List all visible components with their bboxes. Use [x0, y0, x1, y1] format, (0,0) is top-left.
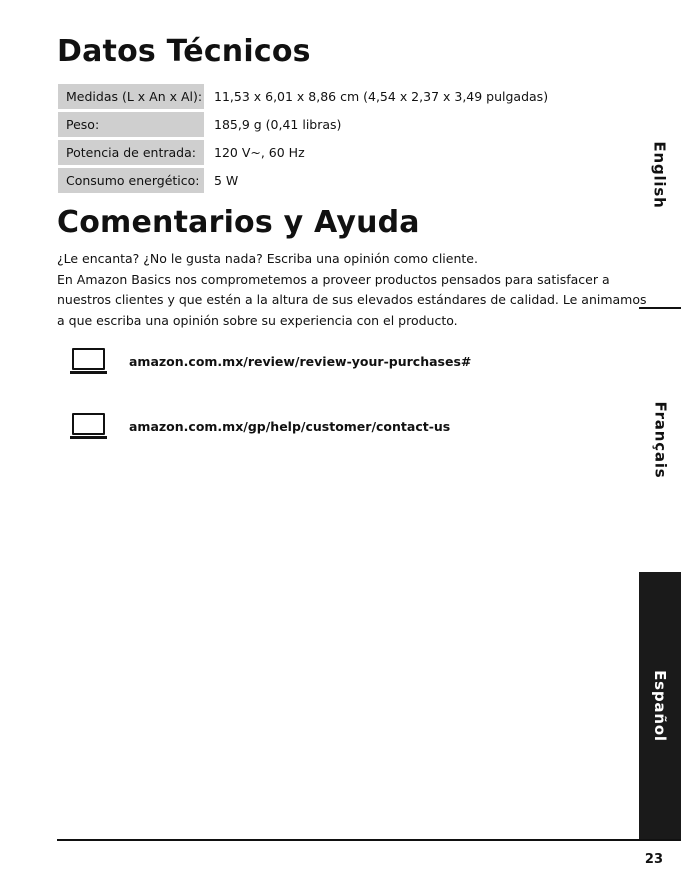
specs-table: [58, 84, 548, 196]
review-link-row[interactable]: [70, 348, 471, 375]
paragraph-line: a que escriba una opinión sobre su experiencia con el producto.: [57, 312, 458, 328]
tab-francais[interactable]: [639, 380, 681, 500]
spec-row: [58, 140, 548, 165]
spec-value: 185,9 g (0,41 libras): [214, 117, 342, 132]
section-title-technical-data: Datos Técnicos: [57, 34, 311, 69]
spec-value: 120 V~, 60 Hz: [214, 145, 305, 160]
spec-label: Consumo energético:: [58, 168, 204, 193]
contact-link-row[interactable]: [70, 413, 450, 440]
tab-divider: [639, 307, 681, 309]
spec-row: [58, 84, 548, 109]
spec-label: Potencia de entrada:: [58, 140, 204, 165]
laptop-icon: [70, 413, 107, 440]
tab-espanol[interactable]: [639, 572, 681, 840]
bottom-rule: [57, 839, 681, 841]
tab-english[interactable]: [639, 115, 681, 235]
spec-row: [58, 168, 548, 193]
page-number: 23: [644, 852, 663, 867]
feedback-paragraph: [57, 249, 647, 331]
laptop-icon: [70, 348, 107, 375]
tab-francais-label: Français: [651, 401, 669, 479]
review-link[interactable]: amazon.com.mx/review/review-your-purchases#: [129, 354, 472, 369]
paragraph-line: nuestros clientes y que estén a la altura de sus elevados estándares de calidad. Le animamos: [57, 292, 647, 307]
paragraph-line: ¿Le encanta? ¿No le gusta nada? Escriba una opinión como cliente.: [57, 251, 478, 266]
tab-espanol-label: Español: [651, 670, 670, 742]
spec-value: 11,53 x 6,01 x 8,86 cm (4,54 x 2,37 x 3,49 pulgadas): [214, 89, 549, 104]
paragraph-line: En Amazon Basics nos comprometemos a proveer productos pensados para satisfacer a: [57, 271, 610, 287]
spec-value: 5 W: [214, 173, 239, 188]
spec-label: Peso:: [58, 112, 204, 137]
spec-row: [58, 112, 548, 137]
tab-english-label: English: [651, 141, 669, 209]
contact-link[interactable]: amazon.com.mx/gp/help/customer/contact-us: [129, 419, 451, 434]
section-title-feedback-help: Comentarios y Ayuda: [57, 205, 420, 240]
spec-label: Medidas (L x An x Al):: [58, 84, 204, 109]
